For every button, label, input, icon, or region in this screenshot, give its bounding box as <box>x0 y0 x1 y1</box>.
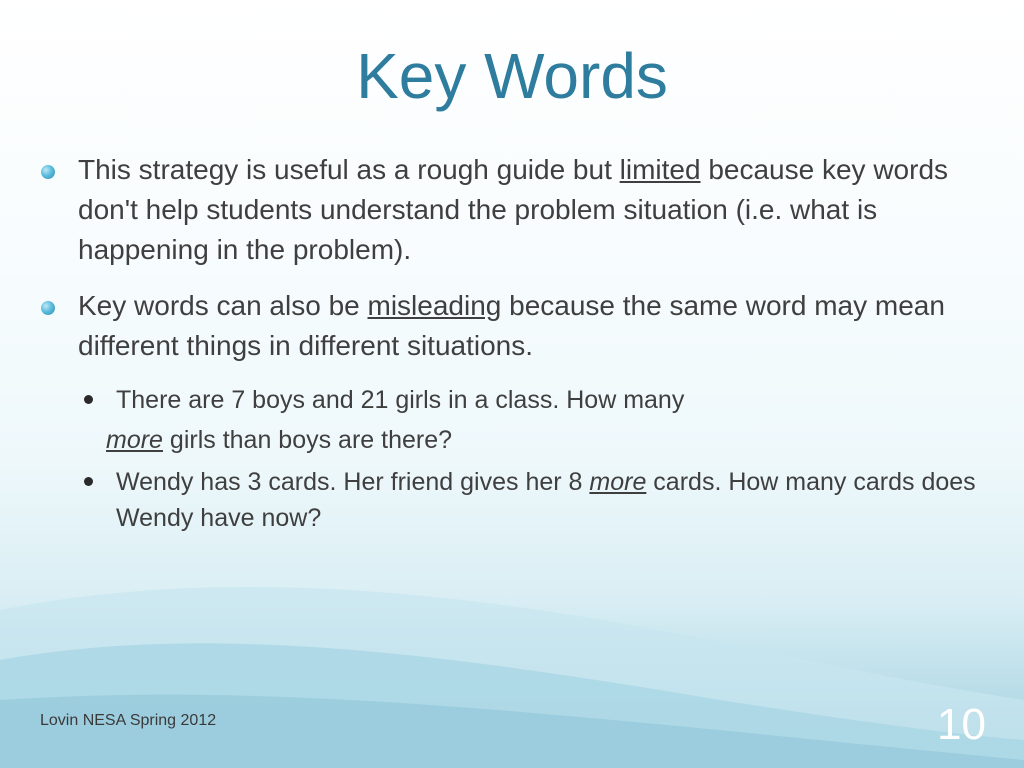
bullet-item <box>40 286 1000 366</box>
sub-bullet-text: girls than boys are there? <box>162 426 453 454</box>
footer-text: Lovin NESA Spring 2012 <box>40 712 217 729</box>
slide-content <box>40 150 1000 536</box>
emphasis-word: more <box>106 426 163 454</box>
sub-bullet-item <box>40 382 1000 418</box>
sub-bullet-dot-icon <box>84 477 93 486</box>
sub-bullet-text: cards. How many cards does Wendy have now? <box>116 468 976 532</box>
bullet-dot-icon <box>41 165 55 179</box>
sub-bullet-continuation <box>40 422 1000 458</box>
sub-bullet-text: There are 7 boys and 21 girls in a class. How many <box>116 386 685 414</box>
emphasis-word: more <box>589 468 647 496</box>
sub-bullet-dot-icon <box>84 395 93 404</box>
bullet-text: Key words can also be <box>78 290 368 321</box>
emphasis-word: misleading <box>367 290 502 321</box>
emphasis-word: limited <box>619 154 701 185</box>
page-number: 10 <box>937 700 986 749</box>
bullet-text: because the same word may mean different things in different situations. <box>78 290 945 361</box>
bullet-item <box>40 150 1000 270</box>
bullet-dot-icon <box>41 301 55 315</box>
sub-bullet-text: Wendy has 3 cards. Her friend gives her 8 <box>116 468 590 496</box>
sub-bullet-item <box>40 464 1000 536</box>
bullet-text: because key words don't help students understand the problem situation (i.e. what is happening in the problem). <box>78 154 949 265</box>
bullet-text: This strategy is useful as a rough guide but <box>78 154 620 185</box>
slide-title: Key Words <box>356 40 668 112</box>
